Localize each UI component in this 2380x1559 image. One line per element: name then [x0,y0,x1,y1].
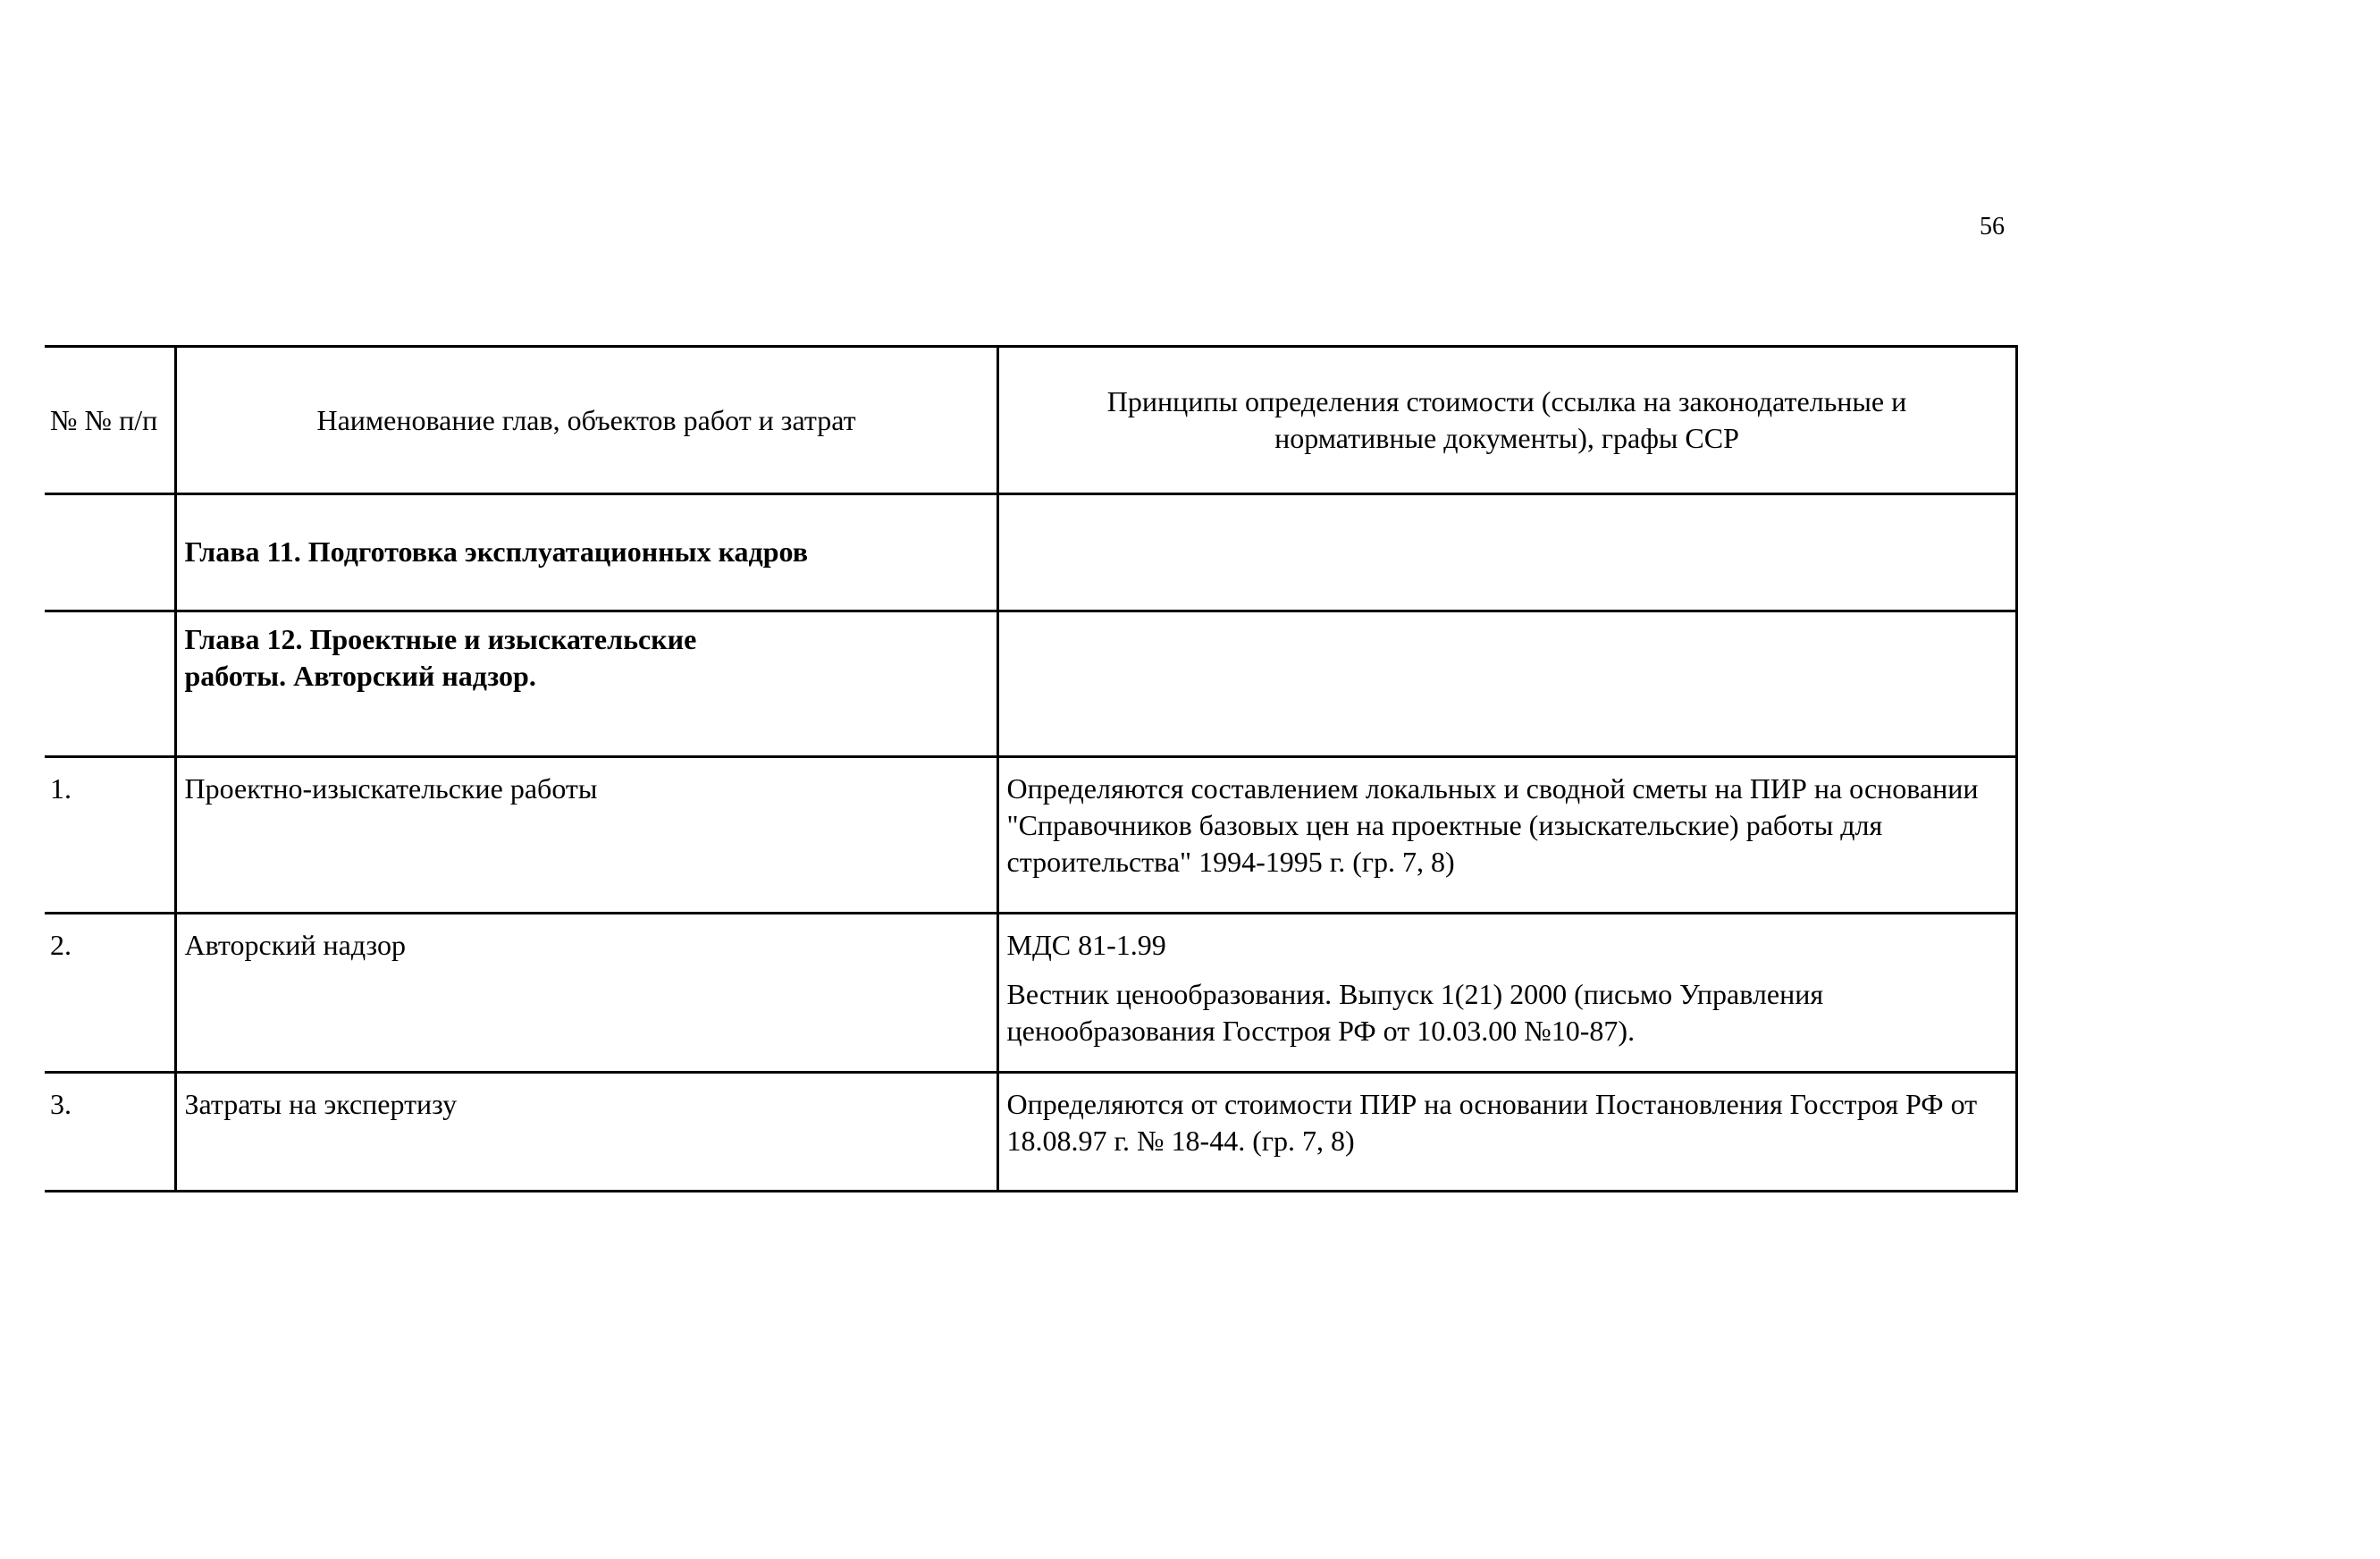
table-header-row [45,347,2016,494]
row-number-cell [45,611,175,757]
item-number: 2. [50,929,71,961]
item-principles-reference: МДС 81-1.99 [1006,929,1166,961]
chapter-title: Глава 11. Подготовка эксплуатационных кадров [184,535,808,568]
row-name-cell [175,757,997,914]
row-principles-cell [997,757,2016,914]
row-number-cell [45,1073,175,1192]
item-principles: Определяются от стоимости ПИР на основании Постановления Госстроя РФ от 18.08.97 г. № 18-44. (гр. 7, 8) [1006,1088,1978,1157]
page-number: 56 [1980,213,2005,240]
row-principles-cell [997,1073,2016,1192]
row-number-cell [45,494,175,611]
item-principles: Определяются составлением локальных и сводной сметы на ПИР на основании "Справочников базовых цен на проектные (изыскательские) работы для строительства" 1994-1995 г. (гр. 7, 8) [1006,772,1979,878]
cost-principles-table [45,345,2018,1192]
item-name: Затраты на экспертизу [184,1088,458,1120]
row-number-cell [45,757,175,914]
item-number: 1. [50,772,71,805]
column-header-number: № № п/п [45,347,175,494]
table-row-item-3 [45,1073,2016,1192]
table-row-item-2 [45,914,2016,1073]
row-principles-cell [997,914,2016,1073]
table-row-chapter-12 [45,611,2016,757]
column-header-principles: Принципы определения стоимости (ссылка на законодательные и нормативные документы), графы ССР [997,347,2016,494]
table-row-item-1 [45,757,2016,914]
row-name-cell [175,611,997,757]
table-row-chapter-11 [45,494,2016,611]
row-name-cell [175,494,997,611]
item-number: 3. [50,1088,71,1120]
row-principles-cell [997,611,2016,757]
item-principles-source: Вестник ценообразования. Выпуск 1(21) 2000 (письмо Управления ценообразования Госстроя РФ от 10.03.00 №10-87). [1006,978,1824,1047]
column-header-name: Наименование глав, объектов работ и затрат [175,347,997,494]
row-number-cell [45,914,175,1073]
row-principles-cell [997,494,2016,611]
item-name: Проектно-изыскательские работы [184,772,598,805]
item-name: Авторский надзор [184,929,406,961]
chapter-title: Глава 12. Проектные и изыскательские работы. Авторский надзор. [184,623,697,692]
row-name-cell [175,914,997,1073]
row-name-cell [175,1073,997,1192]
